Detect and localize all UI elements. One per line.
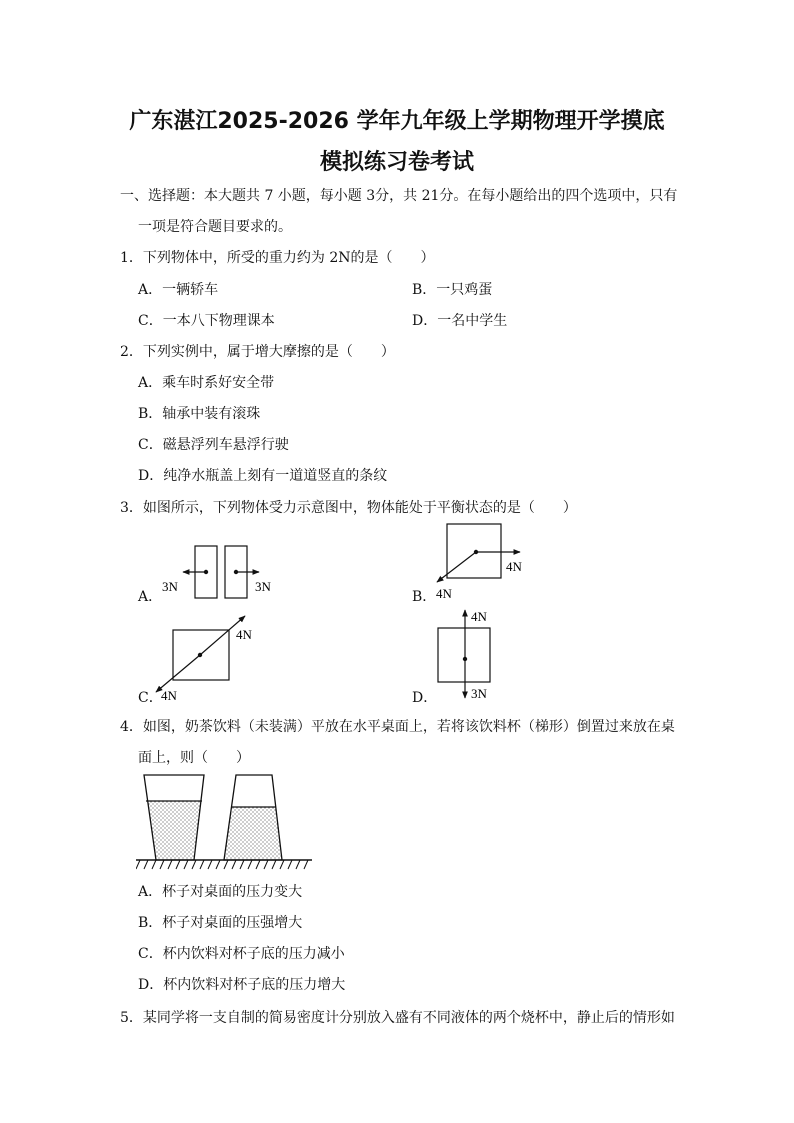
question-1-stem: 1．下列物体中，所受的重力约为 2N的是（ ） <box>120 250 435 266</box>
q2-option-c: C．磁悬浮列车悬浮行驶 <box>138 437 289 453</box>
question-2-stem: 2．下列实例中，属于增大摩擦的是（ ） <box>120 344 395 360</box>
q3-option-b: B． <box>412 589 437 605</box>
section-intro-cont: 一项是符合题目要求的。 <box>138 219 292 235</box>
q1-option-d: D．一名中学生 <box>412 313 508 329</box>
q4-option-d: D．杯内饮料对杯子底的压力增大 <box>138 977 346 993</box>
force-label-down: 4N <box>161 688 177 703</box>
q3-figure-a <box>150 540 290 602</box>
q2-option-b: B．轴承中装有滚珠 <box>138 406 261 422</box>
page-title-line2: 模拟练习卷考试 <box>319 150 474 175</box>
block <box>447 524 501 578</box>
q3-option-a: A． <box>138 589 163 605</box>
question-4-stem: 4．如图，奶茶饮料（未装满）平放在水平桌面上，若将该饮料杯（梯形）倒置过来放在桌 <box>120 719 675 735</box>
page-title-line1: 广东湛江2025-2026 学年九年级上学期物理开学摸底 <box>129 109 665 134</box>
q3-option-c: C． <box>138 690 163 706</box>
question-5-stem: 5．某同学将一支自制的简易密度计分别放入盛有不同液体的两个烧杯中，静止后的情形如 <box>120 1010 675 1026</box>
force-label-right: 3N <box>255 579 271 594</box>
block <box>438 628 490 682</box>
force-label-diagonal: 4N <box>436 586 452 601</box>
inverted-cup-liquid <box>224 807 282 860</box>
force-label-down: 3N <box>471 686 487 701</box>
question-4-stem-cont: 面上，则（ ） <box>138 750 250 766</box>
q1-option-c: C．一本八下物理课本 <box>138 313 275 329</box>
force-label-up: 4N <box>236 627 252 642</box>
question-3-stem: 3．如图所示，下列物体受力示意图中，物体能处于平衡状态的是（ ） <box>120 500 577 516</box>
force-label-horizontal: 4N <box>506 559 522 574</box>
q4-option-c: C．杯内饮料对杯子底的压力减小 <box>138 946 345 962</box>
q3-figure-d <box>430 606 510 702</box>
q3-figure-b <box>432 518 532 604</box>
q3-option-d: D． <box>412 690 438 706</box>
q4-option-b: B．杯子对桌面的压强增大 <box>138 915 303 931</box>
force-label-left: 3N <box>162 579 178 594</box>
q2-option-d: D．纯净水瓶盖上刻有一道道竖直的条纹 <box>138 468 388 484</box>
q1-option-a: A．一辆轿车 <box>138 282 219 298</box>
q4-option-a: A．杯子对桌面的压力变大 <box>138 884 303 900</box>
q3-figure-c <box>152 612 262 704</box>
table-hatching <box>136 860 308 869</box>
q1-option-b: B．一只鸡蛋 <box>412 282 493 298</box>
force-label-up: 4N <box>471 609 487 624</box>
q2-option-a: A．乘车时系好安全带 <box>138 375 275 391</box>
section-intro: 一、选择题：本大题共 7 小题，每小题 3分，共 21分。在每小题给出的四个选项中，只有 <box>120 188 678 204</box>
q4-cup-figure <box>136 771 312 873</box>
